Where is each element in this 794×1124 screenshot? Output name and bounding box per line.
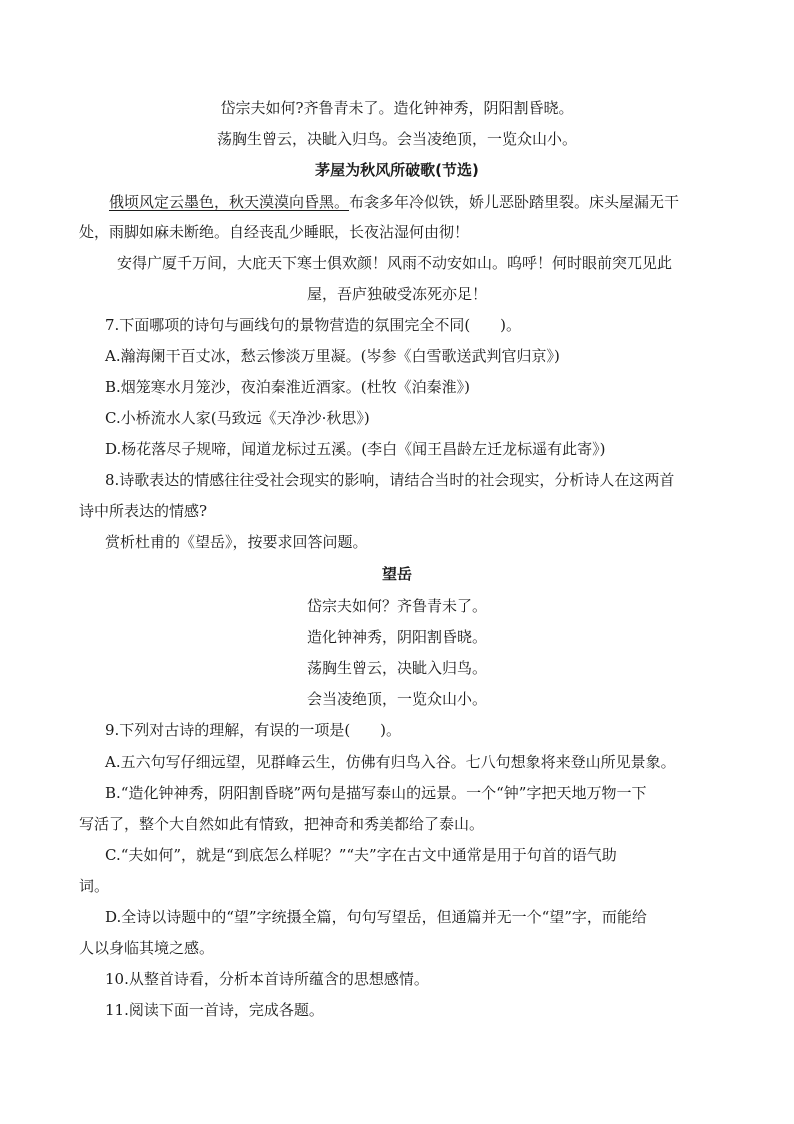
question-9-option-b-line-2: 写活了，整个大自然如此有情致，把神奇和秀美都给了泰山。 xyxy=(79,815,485,833)
poem2-line-4: 屋，吾庐独破受冻死亦足！ xyxy=(306,285,487,303)
poem2-line-1 xyxy=(109,192,679,212)
question-9-option-c-line-1: C.“夫如何”，就是“到底怎么样呢？”“夫”字在古文中通常是用于句首的语气助 xyxy=(105,846,617,864)
poem3-line-4: 会当凌绝顶，一览众山小。 xyxy=(306,690,487,708)
question-8-line-1: 8.诗歌表达的情感往往受社会现实的影响，请结合当时的社会现实，分析诗人在这两首 xyxy=(105,471,675,489)
question-7-stem: 7.下面哪项的诗句与画线句的景物营造的氛围完全不同( )。 xyxy=(105,316,522,334)
question-7-option-c: C.小桥流水人家(马致远《天净沙·秋思》) xyxy=(105,409,370,427)
question-8-line-2: 诗中所表达的情感? xyxy=(79,502,208,520)
question-9-option-d-line-1: D.全诗以诗题中的“望”字统摄全篇，句句写望岳，但通篇并无一个“望”字，而能给 xyxy=(105,908,647,926)
poem2-line-1-rest: 布衾多年冷似铁，娇儿恶卧踏里裂。床头屋漏无干 xyxy=(349,193,680,211)
poem2-title: 茅屋为秋风所破歌(节选) xyxy=(315,161,479,179)
poem3-line-3: 荡胸生曾云，决眦入归鸟。 xyxy=(306,659,487,677)
question-9-option-d-line-2: 人以身临其境之感。 xyxy=(79,939,215,957)
question-11: 11.阅读下面一首诗，完成各题。 xyxy=(105,1001,324,1019)
poem3-line-2: 造化钟神秀，阴阳割昏晓。 xyxy=(306,628,487,646)
question-9-option-c-line-2: 词。 xyxy=(79,877,110,895)
poem1-line-2: 荡胸生曾云，决眦入归鸟。会当凌绝顶，一览众山小。 xyxy=(216,130,577,148)
question-9-stem: 9.下列对古诗的理解，有误的一项是( )。 xyxy=(105,721,402,739)
poem3-line-1: 岱宗夫如何？齐鲁青未了。 xyxy=(306,597,487,615)
poem2-line-3: 安得广厦千万间，大庇天下寒士俱欢颜！风雨不动安如山。呜呼！何时眼前突兀见此 xyxy=(117,254,673,272)
intro-text: 赏析杜甫的《望岳》，按要求回答问题。 xyxy=(105,533,368,551)
question-7-option-a: A.瀚海阑干百丈冰，愁云惨淡万里凝。(岑参《白雪歌送武判官归京》) xyxy=(105,347,560,365)
poem2-line-2: 处，雨脚如麻未断绝。自经丧乱少睡眠，长夜沾湿何由彻！ xyxy=(79,223,470,241)
question-9-option-a: A.五六句写仔细远望，见群峰云生，仿佛有归鸟入谷。七八句想象将来登山所见景象。 xyxy=(105,753,676,771)
underlined-verse: 俄顷风定云墨色，秋天漠漠向昏黑。 xyxy=(109,193,350,211)
poem3-title: 望岳 xyxy=(381,565,412,583)
question-10: 10.从整首诗看，分析本首诗所蕴含的思想感情。 xyxy=(105,970,429,988)
question-7-option-d: D.杨花落尽子规啼，闻道龙标过五溪。(李白《闻王昌龄左迁龙标遥有此寄》) xyxy=(105,440,606,458)
question-9-option-b-line-1: B.“造化钟神秀，阴阳割昏晓”两句是描写泰山的远景。一个“钟”字把天地万物一下 xyxy=(105,784,647,802)
question-7-option-b: B.烟笼寒水月笼沙，夜泊秦淮近酒家。(杜牧《泊秦淮》) xyxy=(105,378,470,396)
poem1-line-1: 岱宗夫如何?齐鲁青未了。造化钟神秀，阴阳割昏晓。 xyxy=(220,99,574,117)
